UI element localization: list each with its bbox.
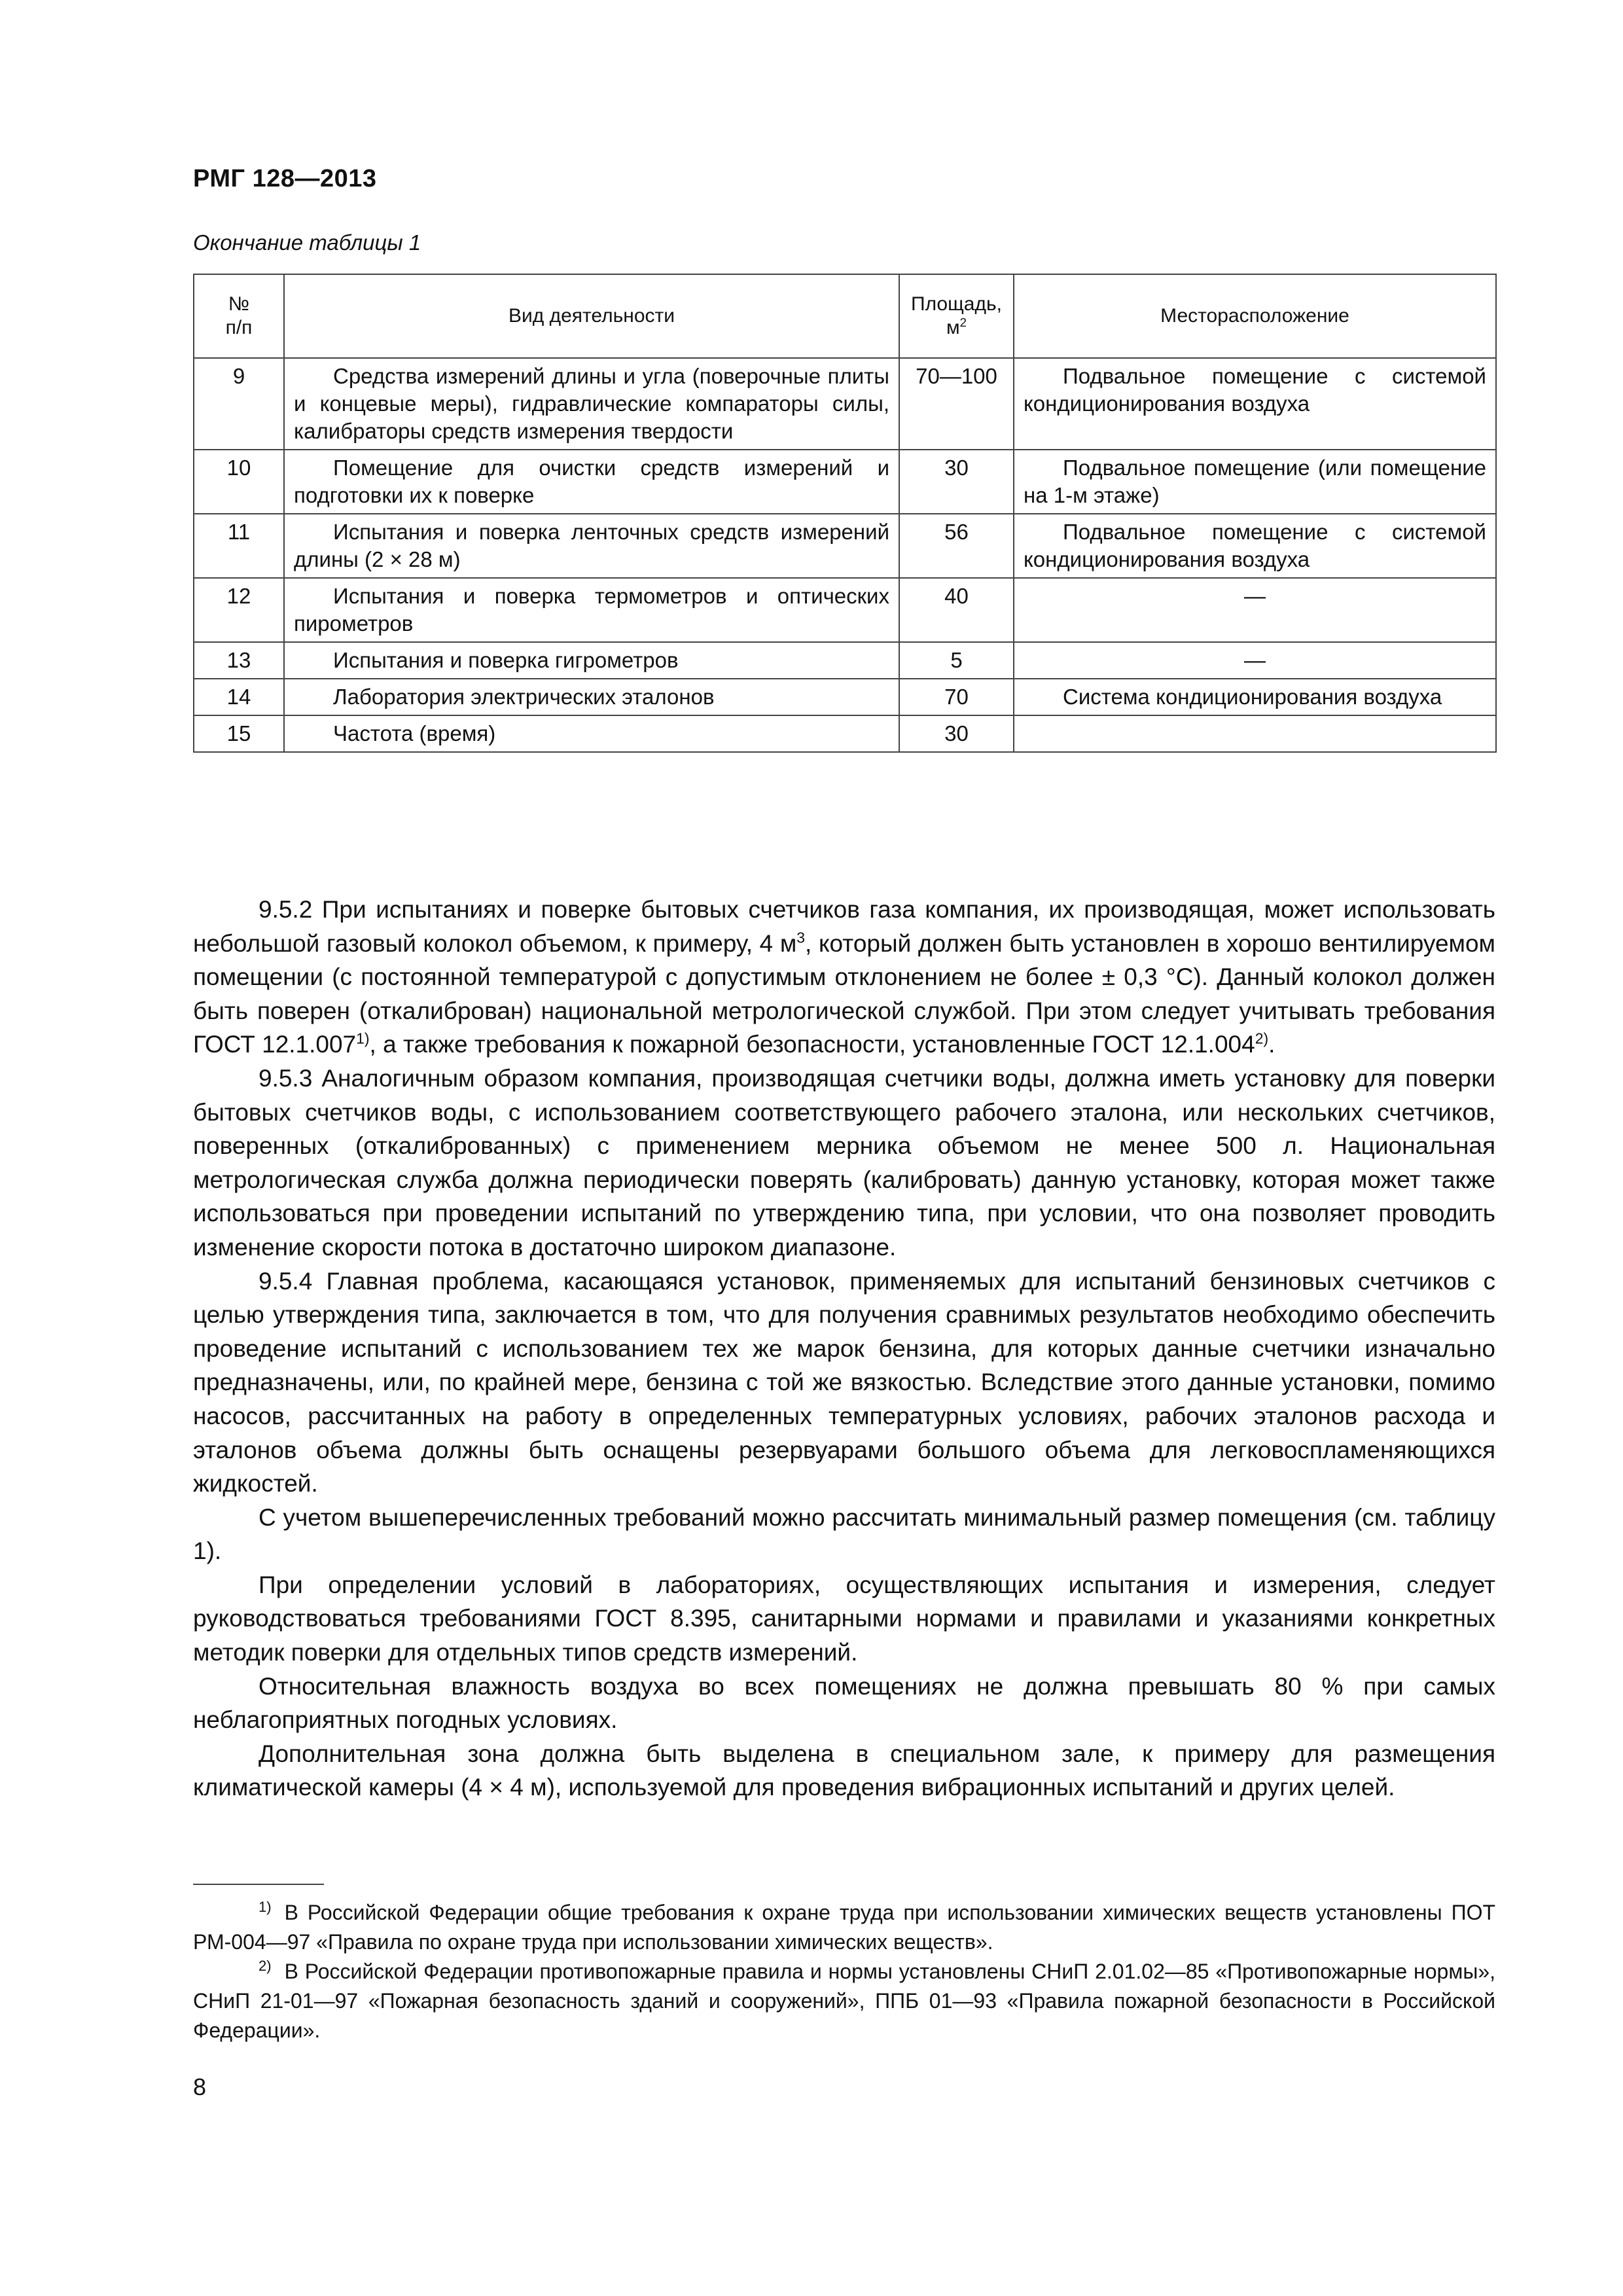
row-number: 13 — [194, 642, 284, 679]
footnote-divider — [193, 1884, 324, 1885]
row-activity: Помещение для очистки средств измерений и подготовки их к поверке — [284, 450, 899, 514]
table-row — [194, 715, 1496, 752]
row-activity: Частота (время) — [284, 715, 899, 752]
row-number: 12 — [194, 578, 284, 642]
row-number: 14 — [194, 679, 284, 715]
row-activity: Испытания и поверка гигрометров — [284, 642, 899, 679]
row-activity: Испытания и поверка термометров и оптических пирометров — [284, 578, 899, 642]
paragraph: С учетом вышеперечисленных требований можно рассчитать минимальный размер помещения (см. таблицу 1). — [193, 1503, 1495, 1565]
column-header-number: № п/п — [194, 274, 284, 358]
footnotes — [193, 1898, 1495, 2045]
column-header-activity: Вид деятельности — [284, 274, 899, 358]
row-location: — — [1014, 642, 1496, 679]
row-number: 11 — [194, 514, 284, 578]
row-number: 10 — [194, 450, 284, 514]
table-row — [194, 578, 1496, 642]
page-number: 8 — [193, 2073, 207, 2100]
row-number: 9 — [194, 358, 284, 450]
premises-table — [193, 274, 1497, 753]
column-header-area: Площадь, $м^2$ — [899, 274, 1014, 358]
column-header-location: Месторасположение — [1014, 274, 1496, 358]
paragraph-9-5-2: 9.5.2 При испытаниях и поверке бытовых счетчиков газа компания, их производящая, может использовать небольшой газовый колокол объемом, к примеру, 4 $м^3$, который должен быть установлен в хорошо вентилируемом помещении (с постоянной температурой с допустимым отклонением не более ± 0,3 °С). Данный колокол должен быть поверен (откалиброван) национальной метрологической службой. При этом следует учитывать требования ГОСТ 12.1.007$^{1)}$, а также требования к пожарной безопасности, установленные ГОСТ 12.1.004$^{2)}$. — [193, 896, 1495, 1058]
row-area: 70 — [899, 679, 1014, 715]
footnote-2: $^{2)}$ В Российской Федерации противопожарные правила и нормы установлены СНиП 2.01.02—85 «Противопожарные нормы», СНиП 21-01—97 «Пожарная безопасность зданий и сооружений», ППБ 01—93 «Правила пожарной безопасности в Российской Федерации». — [193, 1958, 1495, 2042]
footnote-ref-2: 2) — [1255, 1030, 1269, 1048]
row-area: 5 — [899, 642, 1014, 679]
row-activity: Испытания и поверка ленточных средств измерений длины (2 × 28 м) — [284, 514, 899, 578]
table-header-row — [194, 274, 1496, 358]
row-area: 56 — [899, 514, 1014, 578]
table-row — [194, 642, 1496, 679]
row-location: Подвальное помещение с системой кондиционирования воздуха — [1014, 514, 1496, 578]
footnote-1: $^{1)}$ В Российской Федерации общие требования к охране труда при использовании химических веществ установлены ПОТ РМ-004—97 «Правила по охране труда при использовании химических веществ». — [193, 1899, 1495, 1954]
table-row — [194, 450, 1496, 514]
paragraph: Относительная влажность воздуха во всех помещениях не должна превышать 80 % при самых неблагоприятных погодных условиях. — [193, 1672, 1495, 1734]
row-location: Подвальное помещение (или помещение на 1-м этаже) — [1014, 450, 1496, 514]
row-location — [1014, 715, 1496, 752]
paragraph: Дополнительная зона должна быть выделена в специальном зале, к примеру для размещения климатической камеры (4 × 4 м), используемой для проведения вибрационных испытаний и других целей. — [193, 1740, 1495, 1801]
row-activity: Средства измерений длины и угла (поверочные плиты и концевые меры), гидравлические компараторы силы, калибраторы средств измерения твердости — [284, 358, 899, 450]
table-caption: Окончание таблицы 1 — [193, 230, 421, 255]
document-header: РМГ 128—2013 — [193, 165, 377, 192]
table-row — [194, 358, 1496, 450]
row-location: Подвальное помещение с системой кондиционирования воздуха — [1014, 358, 1496, 450]
row-location: — — [1014, 578, 1496, 642]
table-row — [194, 679, 1496, 715]
footnote-ref-1: 1) — [356, 1030, 370, 1048]
paragraph-9-5-4: 9.5.4 Главная проблема, касающаяся установок, применяемых для испытаний бензиновых счетчиков с целью утверждения типа, заключается в том, что для получения сравнимых результатов необходимо обеспечить проведение испытаний с использованием тех же марок бензина, для которых данные счетчики изначально предназначены, или, по крайней мере, бензина с той же вязкостью. Вследствие этого данные установки, помимо насосов, рассчитанных на работу в определенных температурных условиях, рабочих эталонов расхода и эталонов объема должны быть оснащены резервуарами большого объема для легковоспламеняющихся жидкостей. — [193, 1267, 1495, 1498]
row-area: 40 — [899, 578, 1014, 642]
row-location: Система кондиционирования воздуха — [1014, 679, 1496, 715]
row-area: 30 — [899, 450, 1014, 514]
table-row — [194, 514, 1496, 578]
paragraph: При определении условий в лабораториях, осуществляющих испытания и измерения, следует руководствоваться требованиями ГОСТ 8.395, санитарными нормами и правилами и указаниями конкретных методик поверки для отдельных типов средств измерений. — [193, 1571, 1495, 1666]
row-area: 70—100 — [899, 358, 1014, 450]
row-activity: Лаборатория электрических эталонов — [284, 679, 899, 715]
paragraph-9-5-3: 9.5.3 Аналогичным образом компания, производящая счетчики воды, должна иметь установку для поверки бытовых счетчиков воды, с использованием соответствующего рабочего эталона, или нескольких счетчиков, поверенных (откалиброванных) с применением мерника объемом не менее 500 л. Национальная метрологическая служба должна периодически поверять (калибровать) данную установку, которая может также использоваться при проведении испытаний по утверждению типа, при условии, что она позволяет проводить изменение скорости потока в достаточно широком диапазоне. — [193, 1064, 1495, 1261]
row-number: 15 — [194, 715, 284, 752]
body-text — [193, 893, 1495, 1804]
row-area: 30 — [899, 715, 1014, 752]
